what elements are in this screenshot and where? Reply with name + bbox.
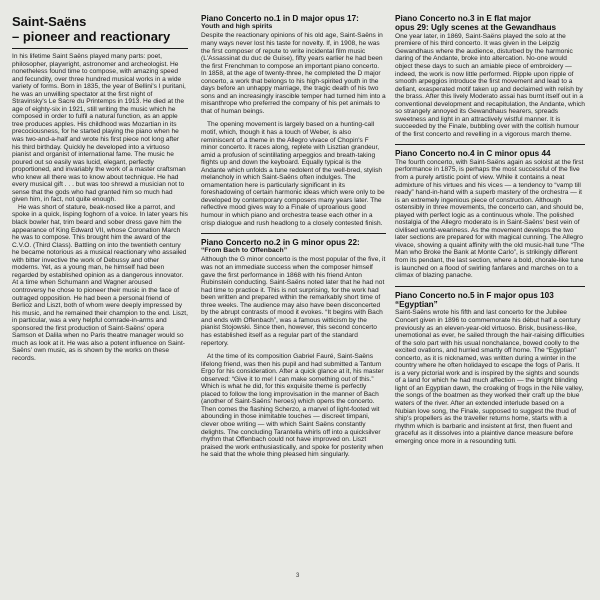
concerto-3-paragraph: One year later, in 1869, Saint-Saëns played the solo at the premiere of his third concerto. It was given in the Leipzig Gewandhaus where the audience, disturbed by the harmonic daring of the Andante, broke into altercation. No-one would object these days to such an amiable piece of embroidery — indeed, the work is now little performed. Ripple upon ripple of smooth arpeggios introduce the first movement and lead to a defiant, exasperated motif taken up and declaimed with relish by the brass. After this lively Moderato assai has burnt itself out in a conventional development and recapitulation, the Andante, which so strangely annoyed its Gewandhaus hearers, spreads sweetness and light in an attractively wistful manner. It is succeeded by the Finale, bubbling over with the coltish humour of the first concerto and revelling in a vigorous march theme. [395,32,585,138]
title-rule [12,48,188,49]
concerto-2-title: Piano Concerto no.2 in G minor opus 22: [201,238,360,248]
concerto-5-paragraph: Saint-Saëns wrote his fifth and last concerto for the Jubilee Concert given in 1896 to commemorate his début half a century previously as an eleven-year-old virtuoso. Brisk, business-like, unemotional as ever, he sailed through the hair-raising difficulties of the solo part with his usual nonchalance, bowed coolly to the excited ovations, and hurried smartly off home. The “Egyptian” concerto, as it is nicknamed, was written during a winter in the country where he often holidayed to escape the fogs of Paris. It is a very pictorial work and is inspired by the sights and sounds of a land for which he had much affection — the bright blinding light of an Egyptian dawn, the croaking of frogs in the Nile valley, the songs of the boatmen as they worked their craft up the blue waters of the river. After an extended interlude based on a Nubian love song, the Finale, supposed to suggest the thud of ship's propellers as the traveller returns home, starts with a rhythm which is barbaric and insistent at first, then fluent and graceful as it dissolves into a plaintive dance measure before emerging once more in a resounding tutti. [395,309,585,445]
article-title-line-2: – pioneer and reactionary [12,29,171,44]
intro-paragraph-2: He was short of stature, beak-nosed like a parrot, and spoke in a quick, lisping foghorn of a voice. In later years his black bowler hat, trim beard and sober dress gave him the appearance of King Edward VII, whose Coronation March he was to compose. This brought him the award of the C.V.O. (Third Class). Battling on into the twentieth century he became notorious as a musical reactionary who assailed with bitter invective the work of Debussy and other moderns. Yet, as a young man, he himself had been regarded by established opinion as a dangerous innovator. At a time when Schumann and Wagner aroused controversy he chose to pioneer their music in the face of outraged opposition. He had been a personal friend of Berlioz and Liszt, both of whom were deeply impressed by his music, and he remained their champion to the end. Liszt, in particular, was a very helpful comrade-in-arms and sponsored the first production of Saint-Saëns' opera Samson et Dalila when no Paris theatre manager would so much as look at it. He was also a potent influence on Saint-Saëns' own music, as is shown by the works on these records. [12,203,188,362]
column-right [395,14,585,445]
column-middle [201,14,386,459]
concerto-5-title-line-2: “Egyptian” [395,300,438,310]
article-title-line-1: Saint-Saëns [12,14,87,29]
concerto-3-title-line-1: Piano Concerto no.3 in E flat major [395,14,532,23]
concerto-5-title-line-1: Piano Concerto no.5 in F major opus 103 [395,290,554,300]
concerto-1-paragraph-2: The opening movement is largely based on a hunting-call motif, which, though it has a touch of Weber, is also reminiscent of a theme in the Allegro vivace of Chopin's F minor concerto. It races along, replete with Lisztian grandeur, amid a profusion of scintillating arpeggios and breath-taking flights up and down the keyboard. Equally typical is the Andante which unfolds a tune redolent of the well-bred, stylish melancholy in which Saint-Saëns often indulges. The ornamentation here is particularly significant in its foreshadowing of certain harmonic ideas which were only to be developed by contemporary composers many years later. The reflective mood gives way to a Finale of uproarious good humour in which piano and orchestra tease each other in a crisp dialogue and rush headlong to a closely contested finish. [201,121,385,227]
concerto-3-title-line-2: opus 29: Ugly scenes at the Gewandhaus [395,23,557,33]
section-rule [395,144,585,145]
concerto-2-paragraph-1: Although the G minor concerto is the most popular of the five, it was not an immediate success when the composer himself gave the first performance in 1868 with his friend Anton Rubinstein conducting. Saint-Saëns noted later that he had not had time to practice it. This is not surprising, for the work had been written and prepared within the remarkably short time of three weeks. The audience may also have been disconcerted by the abrupt contrasts of mood it evokes. “It begins with Bach and ends with Offenbach”, was a famous witticism by the pianist Stojowski. Since then, however, this second concerto has established itself as a regular part of the standard repertory. [201,256,386,347]
concerto-2-subtitle: “From Bach to Offenbach” [201,247,288,255]
page-number: 3 [296,573,300,579]
section-rule [395,286,585,287]
concerto-5-title [395,291,585,310]
concerto-1-paragraph-1: Despite the reactionary opinions of his old age, Saint-Saëns in many ways never lost his taste for novelty. If, in 1908, he was the first composer of repute to write incidental film music (L'Assassinat du duc de Guise), fifty years earlier he had been the first Frenchman to compose an important piano concerto. In 1858, at the age of twenty-three, he completed the D major concerto, a work that belongs to his high-spirited youth in the days before an unhappy marriage, the tragic death of his two sons and an increasingly irascible temper had turned him into a misanthrope who preferred the company of his pet animals to that of human beings. [201,32,386,115]
concerto-4-paragraph: The fourth concerto, with Saint-Saëns again as soloist at the first performance in 1875, is perhaps the most successful of the five from a purely artistic point of view. While it contains a neat admixture of his virtues and his vices — a tendency to “vamp till ready” hand-in-hand with a superb mastery of the orchestra — it is an extremely ingenious piece of construction. Although ostensibly in three movements, the concerto can, and should be, played with perfect logic as a continuous whole. The polished nostalgia of the Allegro moderato is in Saint-Saëns' best vein of civilised world-weariness. As the movement develops the two later sections are prepared for with magical cunning. The Allegro vivace, showing a quaint affinity with the old music-hall tune “The Man who Broke the Bank at Monte Carlo”, is strikingly different from its pendant, the last section, where a bold, chorale-like tune is launched on a flood of swirling fanfares and marches on to a climax of blazing panache. [395,158,585,280]
concerto-1-subtitle: Youth and high spirits [201,23,273,31]
section-rule [201,233,386,234]
concerto-1-title: Piano Concerto no.1 in D major opus 17: [201,14,359,23]
column-left [12,14,188,362]
article-title [12,14,188,44]
concerto-2-paragraph-2: At the time of its composition Gabriel Fauré, Saint-Saëns lifelong friend, was then his pupil and had submitted a Tantum Ergo for his consideration. After a quick glance at it, his master observed: “Give it to me! I can make something out of this.” Which is what he did, for this exquisite theme is perfectly placed to follow the long improvisation in the manner of Bach (another of Saint-Saëns' heroes) which opens the concerto. Then comes the flashing Scherzo, a marvel of light-footed wit abounding in those inimitable touches — discreet timpani, clever oboe writing — with which Saint Saëns constantly delights. The concluding Tarantella whirls off into a quicksilver rhythm that Offenbach could not have improved on. Liszt praised the work enthusiastically, and spoke for posterity when he said that the whole thing pleased him singularly. [201,353,384,459]
intro-paragraph-1: In his lifetime Saint Saëns played many parts: poet, philosopher, playwright, astronomer and archeologist. He nonetheless found time to compose, with amazing speed and fecundity, over three hundred musical works in a wide variety of forms. Born in 1835, the year of Bellini's I puritani, he was an unwilling spectator at the first night of Stravinsky's Le Sacre du Printemps in 1913. He died at the age of eighty-six in 1921, still writing the music which he composed in order to fulfil a natural function, as an apple tree produces apples. His childhood was Mozartian in its precociousness, for he started playing the piano when he was two-and-a-half and wrote his first piece not long after his third birthday. Quickly he developed into a virtuoso pianist and organist of international fame. The music he poured out so easily was lucid, elegant, perfectly proportioned, and invariably the work of a master craftsman who knew all there was to know about technique. He had every musical gift . . . but was too shrewd a musician not to sense that the gods who had granted him so much had given him, in fact, not quite enough. [12,53,186,204]
concerto-4-title: Piano Concerto no.4 in C minor opus 44 [395,149,551,159]
concerto-3-title [395,14,585,33]
